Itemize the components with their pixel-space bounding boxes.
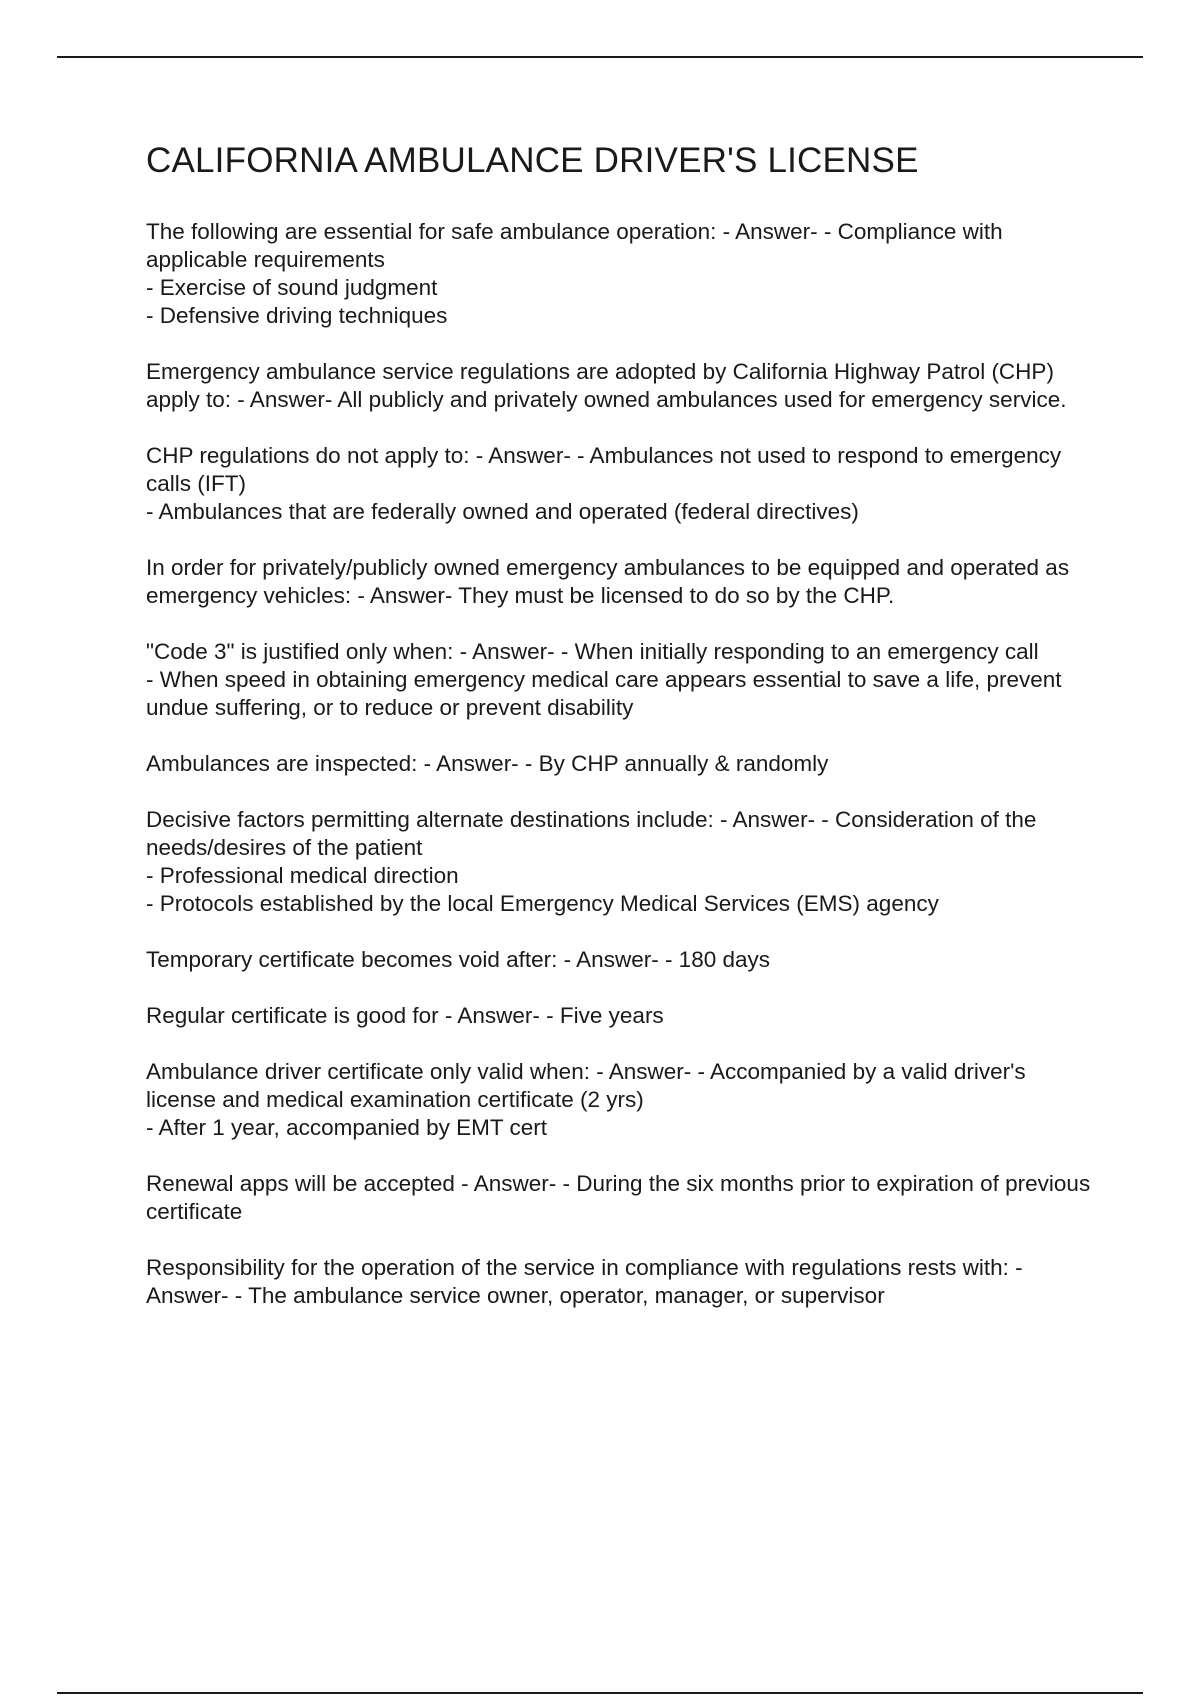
qa-entry: Temporary certificate becomes void after: - Answer- - 180 days (146, 947, 771, 972)
document-body (146, 140, 1091, 1338)
qa-entry: Responsibility for the operation of the service in compliance with regulations rests with: - Answer- - The ambulance service owner, operator, manager, or supervisor (146, 1255, 1023, 1308)
top-rule (57, 56, 1143, 58)
qa-entry: Ambulances are inspected: - Answer- - By CHP annually & randomly (146, 751, 829, 776)
bottom-rule (57, 1692, 1143, 1694)
qa-entry: CHP regulations do not apply to: - Answer- - Ambulances not used to respond to emergency calls (IFT) - Ambulances that are federally owned and operated (federal directives) (146, 443, 1062, 524)
qa-entry: In order for privately/publicly owned emergency ambulances to be equipped and operated as emergency vehicles: - Answer- They must be licensed to do so by the CHP. (146, 555, 1070, 608)
qa-entry: Regular certificate is good for - Answer- - Five years (146, 1003, 664, 1028)
document-title: CALIFORNIA AMBULANCE DRIVER'S LICENSE (146, 141, 919, 180)
qa-entry: Renewal apps will be accepted - Answer- - During the six months prior to expiration of previous certificate (146, 1171, 1091, 1224)
qa-entry: The following are essential for safe ambulance operation: - Answer- - Compliance with applicable requirements - Exercise of sound judgment - Defensive driving techniques (146, 219, 1003, 328)
qa-entry: "Code 3" is justified only when: - Answer- - When initially responding to an emergency call - When speed in obtaining emergency medical care appears essential to save a life, prevent undue suffering, or to reduce or prevent disability (146, 639, 1062, 720)
qa-entry: Emergency ambulance service regulations are adopted by California Highway Patrol (CHP) apply to: - Answer- All publicly and privately owned ambulances used for emergency service. (146, 359, 1067, 412)
qa-entry: Decisive factors permitting alternate destinations include: - Answer- - Consideration of the needs/desires of the patient - Professional medical direction - Protocols established by the local Emergency Medical Services (EMS) agency (146, 807, 1037, 916)
qa-entry: Ambulance driver certificate only valid when: - Answer- - Accompanied by a valid driver's license and medical examination certificate (2 yrs) - After 1 year, accompanied by EMT cert (146, 1059, 1026, 1140)
